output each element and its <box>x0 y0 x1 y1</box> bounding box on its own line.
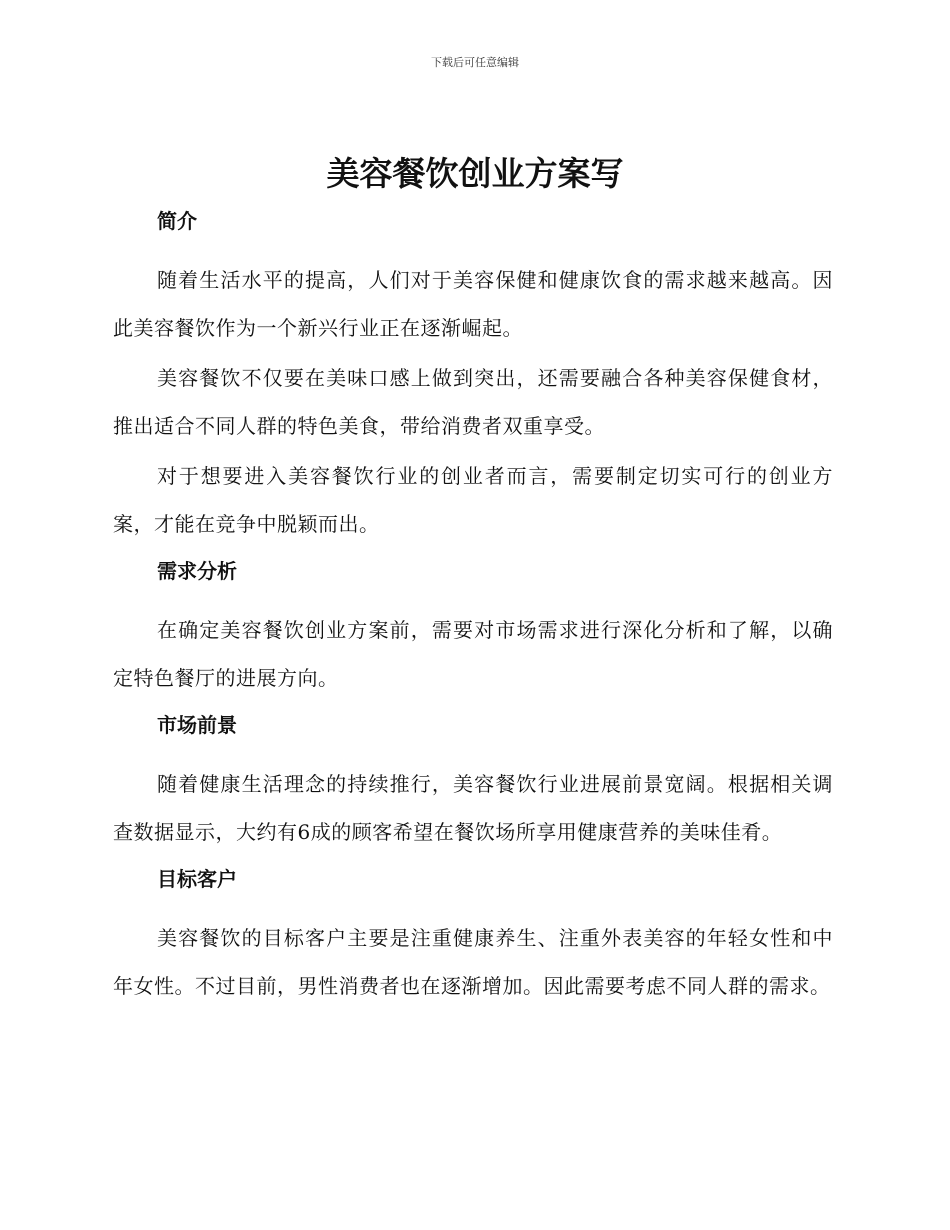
section-heading-demand-analysis: 需求分析 <box>157 559 237 583</box>
intro-paragraph-1: 随着生活水平的提高，人们对于美容保健和健康饮食的需求越来越高。因此美容餐饮作为一个新兴行业正在逐渐崛起。 <box>113 268 833 340</box>
section-heading-market-outlook: 市场前景 <box>157 713 237 737</box>
section-heading-target-customers: 目标客户 <box>157 867 237 891</box>
page-header-note: 下载后可任意编辑 <box>431 56 519 69</box>
market-outlook-paragraph: 随着健康生活理念的持续推行，美容餐饮行业进展前景宽阔。根据相关调查数据显示，大约有6成的顾客希望在餐饮场所享用健康营养的美味佳肴。 <box>113 772 833 844</box>
intro-paragraph-3: 对于想要进入美容餐饮行业的创业者而言，需要制定切实可行的创业方案，才能在竞争中脱颖而出。 <box>113 464 833 536</box>
target-customers-paragraph: 美容餐饮的目标客户主要是注重健康养生、注重外表美容的年轻女性和中年女性。不过目前，男性消费者也在逐渐增加。因此需要考虑不同人群的需求。 <box>113 926 833 998</box>
document-title: 美容餐饮创业方案写 <box>326 154 624 193</box>
section-heading-intro: 简介 <box>157 209 197 233</box>
intro-paragraph-2: 美容餐饮不仅要在美味口感上做到突出，还需要融合各种美容保健食材，推出适合不同人群的特色美食，带给消费者双重享受。 <box>113 366 833 438</box>
document-body <box>113 204 833 1010</box>
demand-analysis-paragraph: 在确定美容餐饮创业方案前，需要对市场需求进行深化分析和了解，以确定特色餐厅的进展方向。 <box>113 618 833 690</box>
